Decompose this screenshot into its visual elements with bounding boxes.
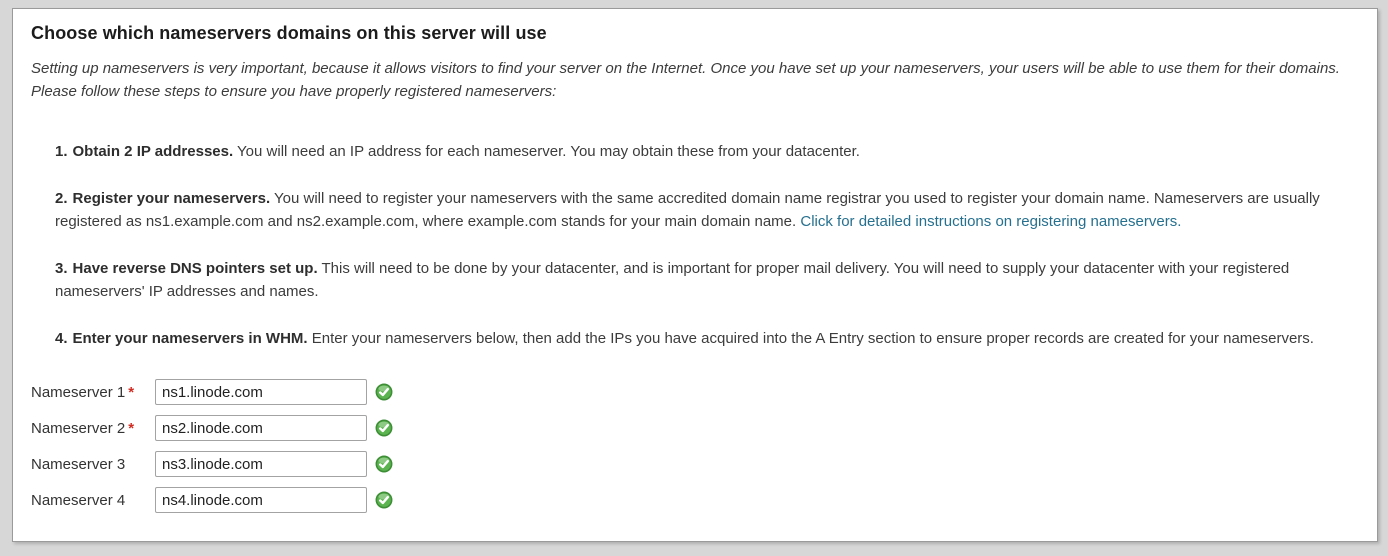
step-text: This will need to be done by your datacenter, and is important for proper mail delivery. You will need to supply your datacenter with your registered nameservers' IP addresses and names. [55, 260, 1290, 300]
green-check-icon [375, 491, 393, 509]
step-item-2 [55, 187, 1359, 233]
nameserver-3-label [31, 456, 155, 473]
nameserver-2-input[interactable] [155, 415, 367, 441]
required-asterisk: * [128, 419, 135, 437]
step-number: 1. [55, 143, 68, 160]
label-text: Nameserver 1 [31, 383, 126, 401]
instruction-steps [55, 140, 1359, 350]
step-text: You will need to register your nameservers with the same accredited domain name registrar you used to register your domain name. Nameservers are usually registered as ns1.example.com and ns2.example.com, where example.com stands for your main domain name. [55, 190, 1320, 230]
nameserver-3-row [31, 446, 1359, 482]
green-check-icon [375, 419, 393, 437]
step-lead: Have reverse DNS pointers set up. [72, 260, 318, 277]
nameserver-4-label [31, 492, 155, 509]
step-item-4 [55, 327, 1359, 350]
step-lead: Register your nameservers. [72, 190, 271, 207]
step-text: Enter your nameservers below, then add the IPs you have acquired into the A Entry section to ensure proper records are created for your nameservers. [307, 330, 1314, 347]
label-text: Nameserver 4 [31, 491, 126, 509]
nameserver-2-label [31, 420, 155, 437]
nameserver-2-row [31, 410, 1359, 446]
nameserver-setup-panel [12, 8, 1378, 542]
nameserver-1-input[interactable] [155, 379, 367, 405]
required-asterisk: * [128, 383, 135, 401]
nameserver-1-row [31, 374, 1359, 410]
page-title: Choose which nameservers domains on this server will use [31, 23, 547, 43]
nameserver-form [31, 374, 1359, 518]
green-check-icon [375, 455, 393, 473]
step-text: You will need an IP address for each nameserver. You may obtain these from your datacenter. [233, 143, 860, 160]
nameserver-4-input[interactable] [155, 487, 367, 513]
nameserver-3-input[interactable] [155, 451, 367, 477]
step-number: 2. [55, 190, 68, 207]
step-number: 4. [55, 330, 68, 347]
step-item-3 [55, 257, 1359, 303]
step-lead: Enter your nameservers in WHM. [72, 330, 308, 347]
green-check-icon [375, 383, 393, 401]
step-item-1 [55, 140, 1359, 163]
registering-nameservers-link[interactable]: Click for detailed instructions on registering nameservers. [800, 213, 1182, 230]
nameserver-1-label [31, 384, 155, 401]
label-text: Nameserver 2 [31, 419, 126, 437]
step-lead: Obtain 2 IP addresses. [72, 143, 234, 160]
intro-text: Setting up nameservers is very important, because it allows visitors to find your server on the Internet. Once you have set up your nameservers, your users will be able to use them for their domains. Please follow these steps to ensure you have properly registered nameservers: [31, 60, 1340, 100]
step-number: 3. [55, 260, 68, 277]
label-text: Nameserver 3 [31, 455, 126, 473]
nameserver-4-row [31, 482, 1359, 518]
